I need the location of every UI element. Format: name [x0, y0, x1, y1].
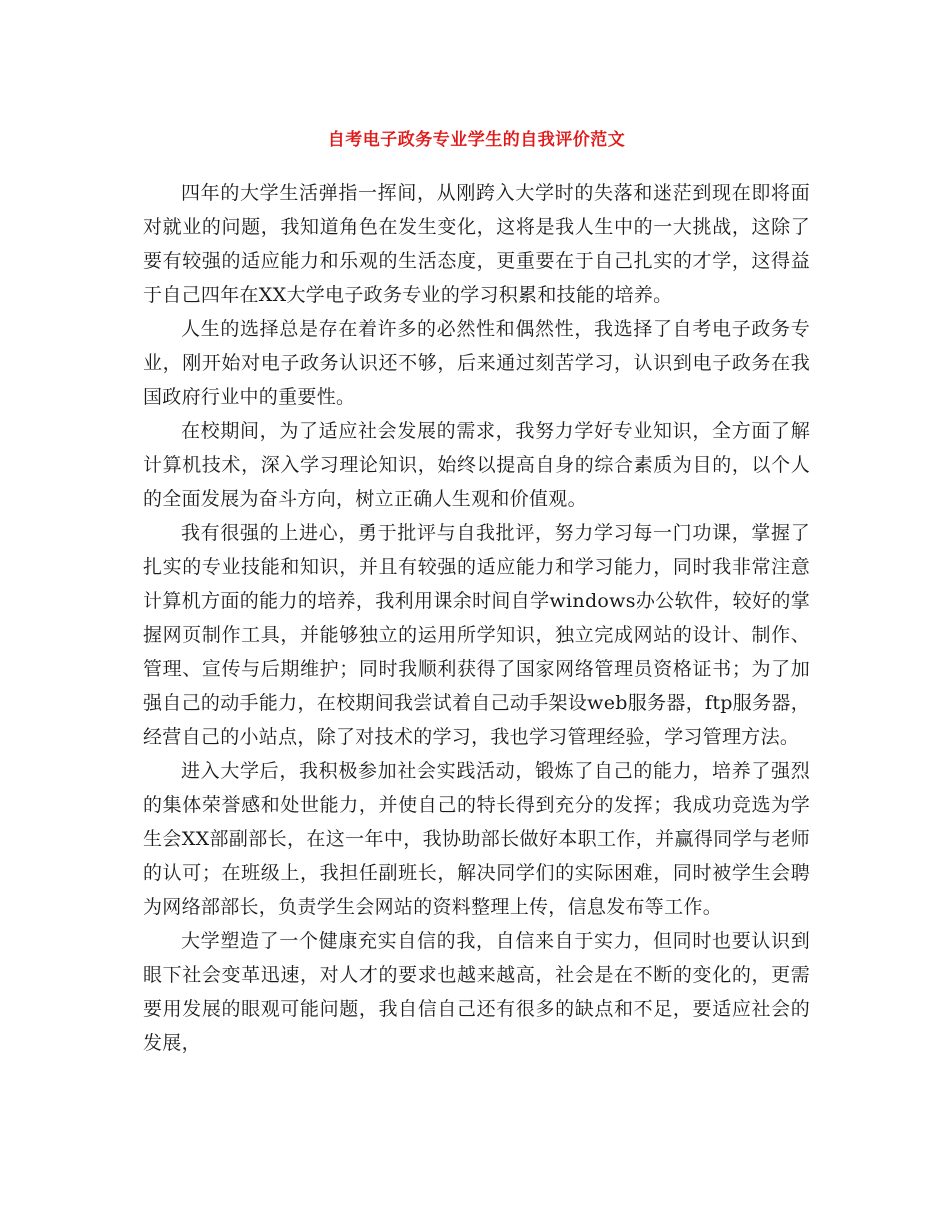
paragraph-6: 大学塑造了一个健康充实自信的我，自信来自于实力，但同时也要认识到眼下社会变革迅速，对人才的要求也越来越高，社会是在不断的变化的，更需要用发展的眼观可能问题，我自信自己还有很多的缺点和不足，要适应社会的发展， [143, 930, 810, 1054]
paragraph-1: 四年的大学生活弹指一挥间，从刚跨入大学时的失落和迷茫到现在即将面对就业的问题，我知道角色在发生变化，这将是我人生中的一大挑战，这除了要有较强的适应能力和乐观的生活态度，更重要在于自己扎实的才学，这得益于自己四年在XX大学电子政务专业的学习积累和技能的培养。 [143, 182, 810, 306]
paragraph-4: 我有很强的上进心，勇于批评与自我批评，努力学习每一门功课，掌握了扎实的专业技能和知识，并且有较强的适应能力和学习能力，同时我非常注意计算机方面的能力的培养，我利用课余时间自学windows办公软件，较好的掌握网页制作工具，并能够独立的运用所学知识，独立完成网站的设计、制作、管理、宣传与后期维护；同时我顺利获得了国家网络管理员资格证书；为了加强自己的动手能力，在校期间我尝试着自己动手架设web服务器，ftp服务器，经营自己的小站点，除了对技术的学习，我也学习管理经验，学习管理方法。 [143, 522, 810, 748]
document-title: 自考电子政务专业学生的自我评价范文 [327, 130, 626, 150]
paragraph-2: 人生的选择总是存在着许多的必然性和偶然性，我选择了自考电子政务专业，刚开始对电子政务认识还不够，后来通过刻苦学习，认识到电子政务在我国政府行业中的重要性。 [143, 318, 810, 408]
paragraph-5: 进入大学后，我积极参加社会实践活动，锻炼了自己的能力，培养了强烈的集体荣誉感和处世能力，并使自己的特长得到充分的发挥；我成功竞选为学生会XX部副部长，在这一年中，我协助部长做好本职工作，并赢得同学与老师的认可；在班级上，我担任副班长，解决同学们的实际困难，同时被学生会聘为网络部部长，负责学生会网站的资料整理上传，信息发布等工作。 [143, 760, 810, 918]
paragraph-3: 在校期间，为了适应社会发展的需求，我努力学好专业知识，全方面了解计算机技术，深入学习理论知识，始终以提高自身的综合素质为目的，以个人的全面发展为奋斗方向，树立正确人生观和价值观。 [143, 420, 810, 510]
document-body [143, 176, 810, 1060]
